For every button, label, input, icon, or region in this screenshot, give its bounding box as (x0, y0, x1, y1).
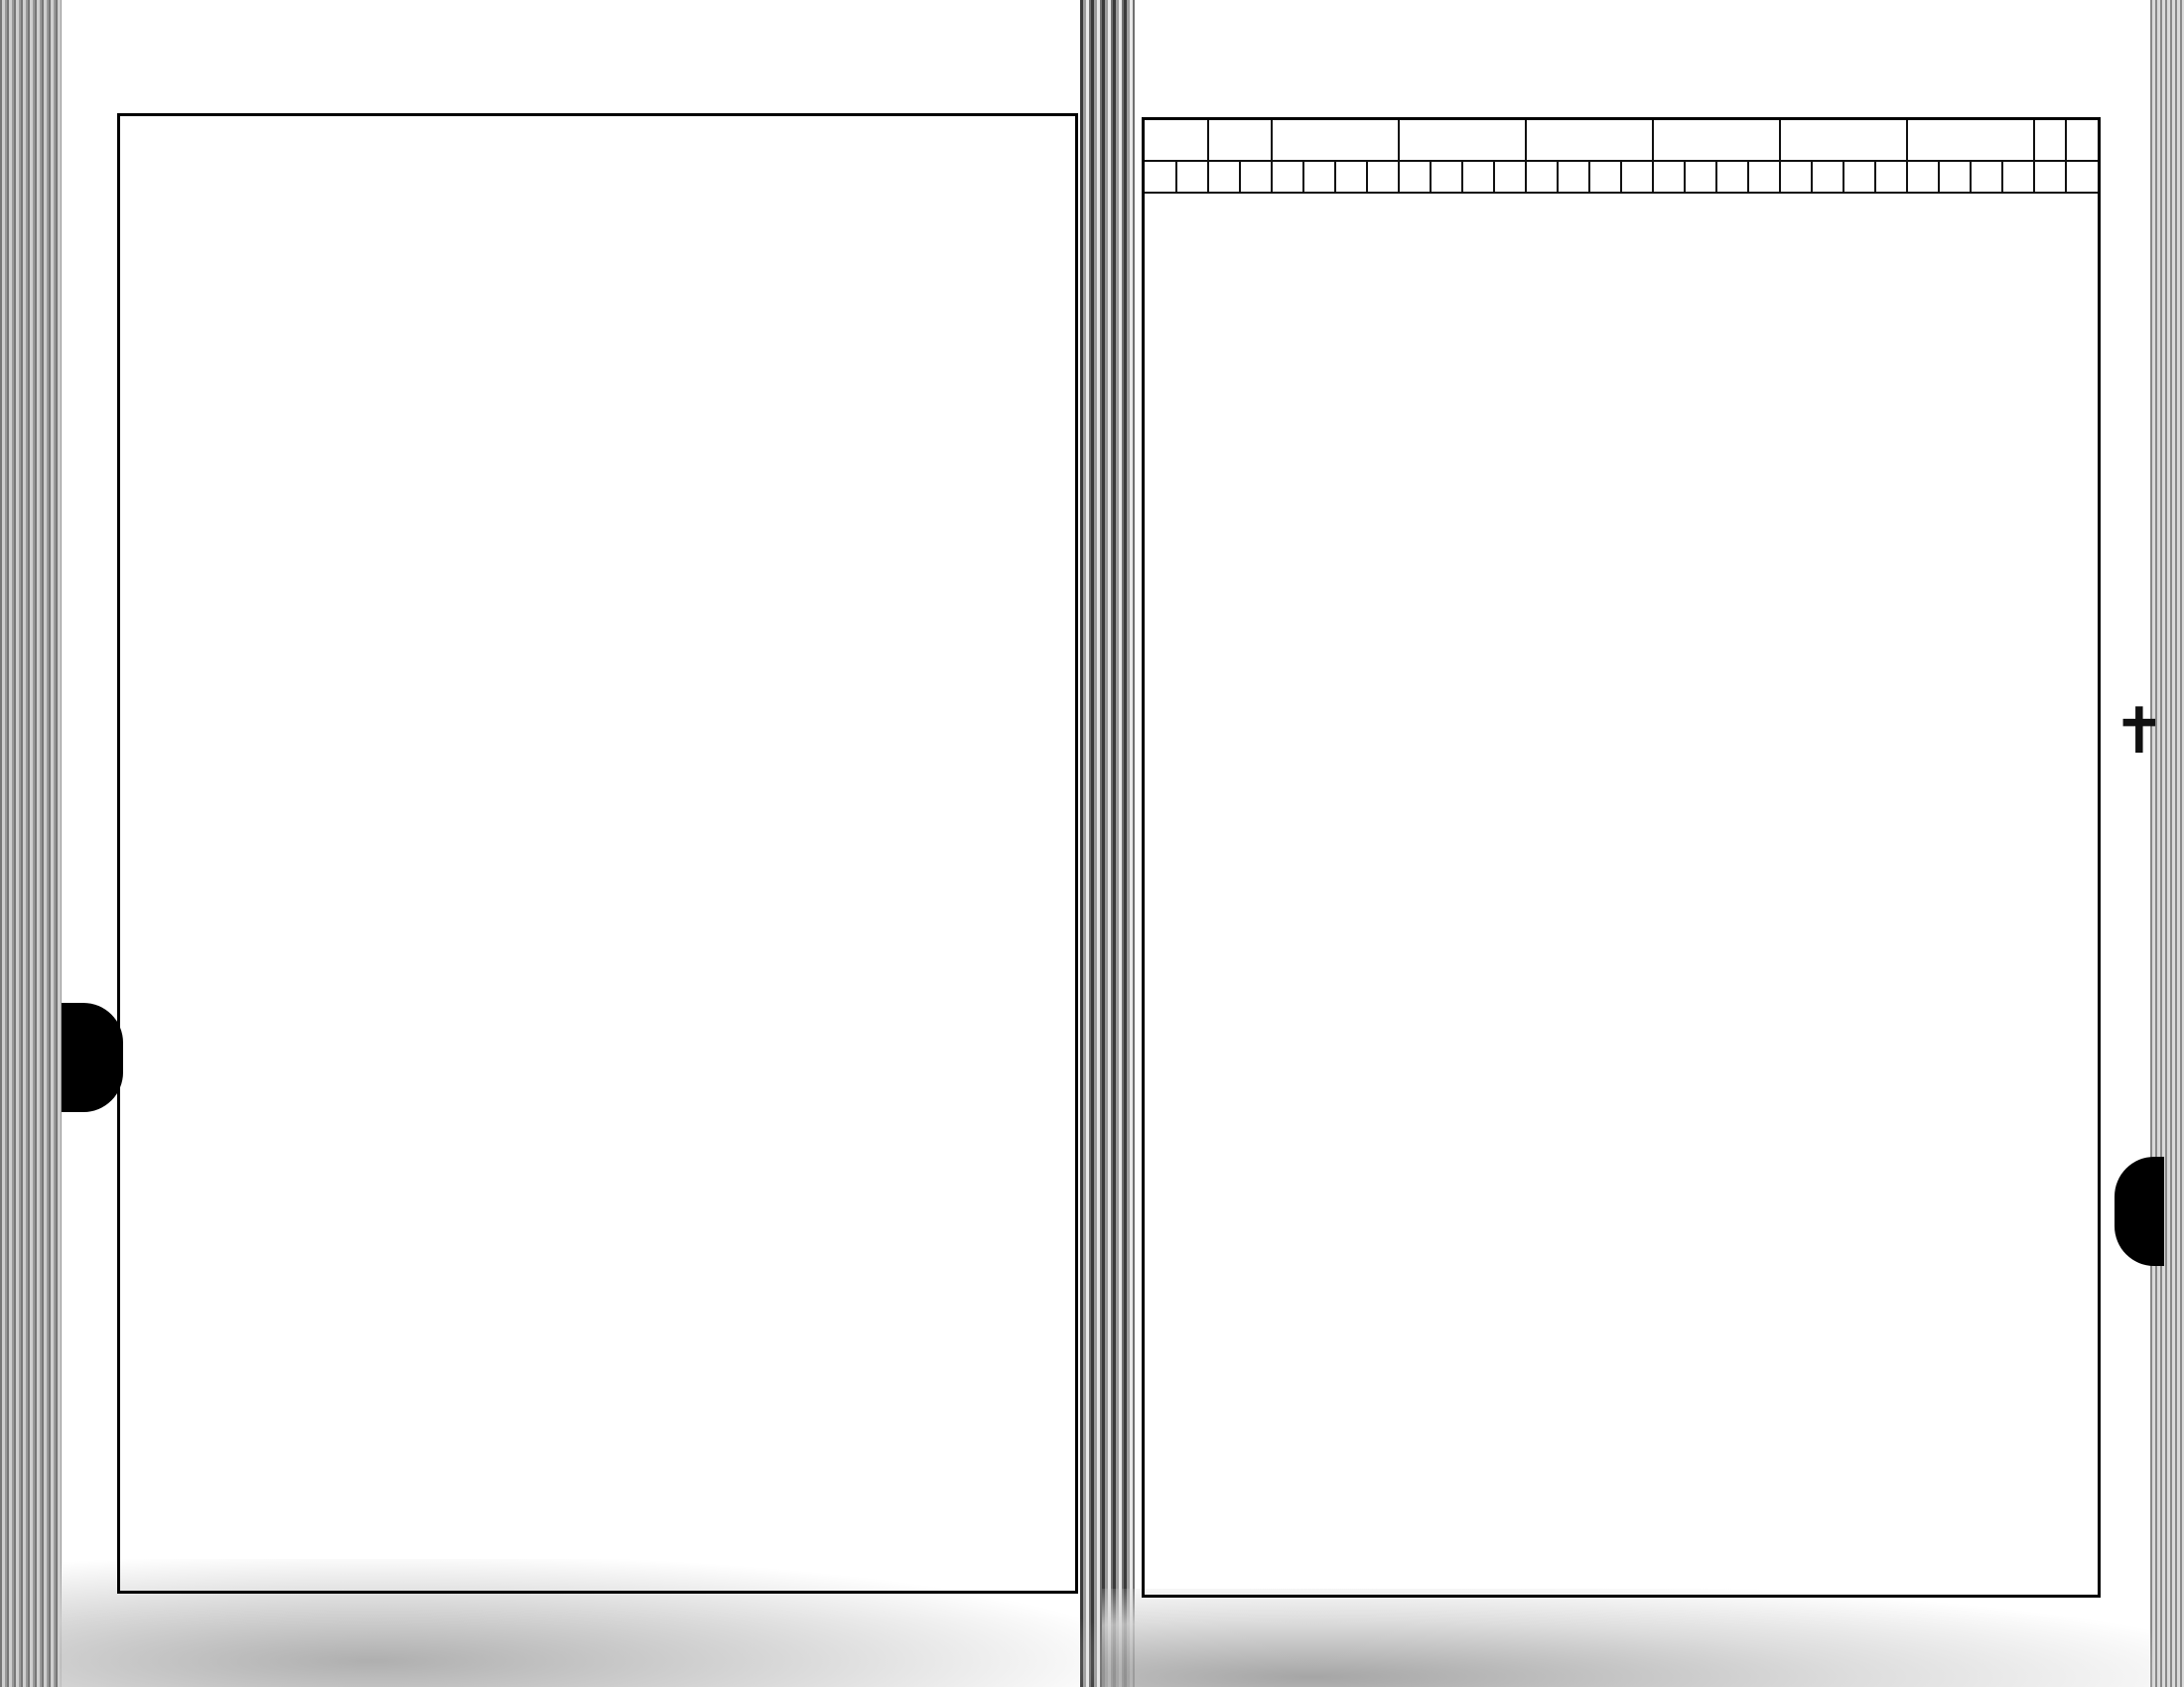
book-gutter (1080, 0, 1135, 1687)
obiit-heading (1208, 120, 1272, 161)
right-page-frame (1142, 117, 2101, 1598)
binding-tab-left (62, 1003, 123, 1112)
natus-heading (1145, 120, 1208, 161)
accessit-heading (2034, 120, 2066, 161)
year-heading-6 (1907, 120, 2034, 161)
binding-tab-right (2115, 1157, 2164, 1266)
page-stain-right (1102, 1589, 2154, 1687)
obiit-year-heading (1240, 161, 1272, 193)
natus-year-heading (1176, 161, 1208, 193)
natus-day-heading (1145, 161, 1176, 193)
left-page-frame (117, 113, 1078, 1594)
obiit-day-heading (1208, 161, 1240, 193)
year-heading-5 (1780, 120, 1907, 161)
death-cross-mark: ✝ (2113, 695, 2166, 769)
scan-edge-right (2150, 0, 2184, 1687)
dates-header-row (1145, 120, 2098, 161)
abiit-heading (2066, 120, 2098, 161)
scan-edge-left (0, 0, 62, 1687)
dates-subheader-row (1145, 161, 2098, 193)
dates-table (1145, 120, 2098, 194)
year-heading-4 (1653, 120, 1780, 161)
year-heading-2 (1399, 120, 1526, 161)
year-heading-3 (1526, 120, 1653, 161)
year-heading-1 (1272, 120, 1399, 161)
